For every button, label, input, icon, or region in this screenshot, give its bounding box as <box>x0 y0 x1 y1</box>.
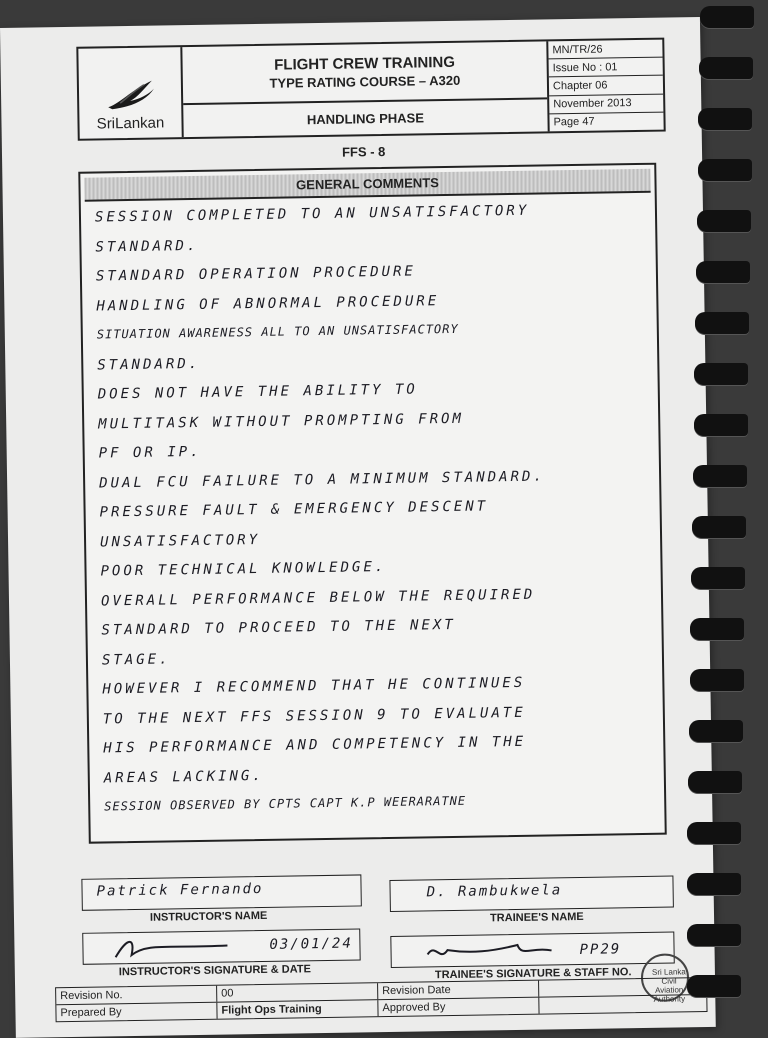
binding-ring <box>688 771 742 793</box>
trainee-name-box <box>389 876 673 912</box>
binding-ring <box>693 465 747 487</box>
title-line-2: TYPE RATING COURSE – A320 <box>269 72 461 91</box>
handwritten-line: UNSATISFACTORY <box>99 531 261 550</box>
binding-ring <box>694 363 748 385</box>
handwritten-line: AREAS LACKING. <box>103 767 264 786</box>
page-number: Page 47 <box>553 116 595 129</box>
issue-no: Issue No : 01 <box>549 58 663 78</box>
instructor-name-value: Patrick Fernando <box>96 880 264 900</box>
general-comments-box <box>78 163 666 844</box>
trainee-signature-box <box>390 932 674 968</box>
binding-ring <box>691 567 745 589</box>
binding-ring <box>690 669 744 691</box>
binding-ring <box>694 414 748 436</box>
handwritten-line: TO THE NEXT FFS SESSION 9 TO EVALUATE <box>102 704 526 727</box>
revision-no-value: 00 <box>217 983 378 1002</box>
trainee-name-value: D. Rambukwela <box>426 882 563 901</box>
handwritten-line: OVERALL PERFORMANCE BELOW THE REQUIRED <box>100 586 536 609</box>
binding-ring <box>689 720 743 742</box>
handwritten-line: MULTITASK WITHOUT PROMPTING FROM <box>98 410 465 433</box>
instructor-signature-label: INSTRUCTOR'S SIGNATURE & DATE <box>118 963 311 979</box>
binding-ring <box>700 6 754 28</box>
handwritten-line: SESSION OBSERVED BY CPTS CAPT K.P WEERARATNE <box>104 793 467 814</box>
binding-ring <box>687 924 741 946</box>
form-title <box>182 41 547 105</box>
logo-text: SriLankan <box>96 114 165 133</box>
caa-seal-text: Sri Lanka Civil Aviation Authority <box>651 967 686 1004</box>
trainee-name-label: TRAINEE'S NAME <box>489 910 584 925</box>
handwritten-line: SITUATION AWARENESS ALL TO AN UNSATISFACTORY <box>96 321 459 342</box>
binding-ring <box>699 57 753 79</box>
binding-ring <box>687 873 741 895</box>
binding-ring <box>695 312 749 334</box>
general-comments-title: GENERAL COMMENTS <box>84 169 650 202</box>
handwritten-line: DUAL FCU FAILURE TO A MINIMUM STANDARD. <box>99 467 545 491</box>
spiral-binding <box>678 0 768 1024</box>
binding-ring <box>692 516 746 538</box>
handwritten-line: STANDARD. <box>97 355 201 374</box>
handwritten-line: STAGE. <box>101 650 171 668</box>
handwritten-line: HIS PERFORMANCE AND COMPETENCY IN THE <box>103 733 527 757</box>
binding-ring <box>696 261 750 283</box>
doc-date: November 2013 <box>549 94 663 114</box>
instructor-signature-box <box>82 928 360 964</box>
instructor-signature-scribble <box>107 931 237 963</box>
handwritten-line: POOR TECHNICAL KNOWLEDGE. <box>100 559 387 580</box>
doc-meta <box>548 40 663 132</box>
trainee-signature-label: TRAINEE'S SIGNATURE & STAFF NO. <box>434 966 632 982</box>
peacock-logo-icon <box>100 76 161 113</box>
trainee-staff-no: PP29 <box>579 941 622 959</box>
binding-ring <box>687 975 741 997</box>
binding-ring <box>698 108 752 130</box>
revision-table <box>55 977 707 1022</box>
handwritten-line: PF OR IP. <box>98 443 202 462</box>
binding-ring <box>690 618 744 640</box>
instructor-name-label: INSTRUCTOR'S NAME <box>149 909 268 924</box>
phase-title: HANDLING PHASE <box>306 109 425 127</box>
binding-ring <box>697 210 751 232</box>
prepared-by-label: Prepared By <box>56 1003 217 1022</box>
handwritten-line: HANDLING OF ABNORMAL PROCEDURE <box>96 292 440 315</box>
form-page <box>0 17 716 1038</box>
revision-no-label: Revision No. <box>56 986 217 1005</box>
prepared-by-value: Flight Ops Training <box>217 1000 378 1019</box>
airline-logo <box>78 47 183 139</box>
handwritten-line: HOWEVER I RECOMMEND THAT HE CONTINUES <box>102 674 526 698</box>
handwritten-line: PRESSURE FAULT & EMERGENCY DESCENT <box>99 498 489 521</box>
binding-ring <box>687 822 741 844</box>
doc-ref: MN/TR/26 <box>548 40 662 60</box>
binding-ring <box>698 159 752 181</box>
title-line-1: FLIGHT CREW TRAINING <box>274 53 456 74</box>
handwritten-line: STANDARD OPERATION PROCEDURE <box>95 263 417 285</box>
chapter: Chapter 06 <box>549 76 663 96</box>
approved-by-label: Approved By <box>378 998 539 1017</box>
instructor-signature-date: 03/01/24 <box>269 935 353 953</box>
handwritten-line: STANDARD TO PROCEED TO THE NEXT <box>101 616 456 639</box>
handwritten-line: STANDARD. <box>95 237 199 256</box>
form-header <box>76 38 665 141</box>
revision-date-label: Revision Date <box>378 981 539 1000</box>
instructor-name-box <box>81 874 361 910</box>
handwritten-line: DOES NOT HAVE THE ABILITY TO <box>97 381 418 403</box>
handwritten-line: SESSION COMPLETED TO AN UNSATISFACTORY <box>94 202 530 226</box>
trainee-signature-scribble <box>421 934 561 966</box>
session-code: FFS - 8 <box>341 143 386 160</box>
